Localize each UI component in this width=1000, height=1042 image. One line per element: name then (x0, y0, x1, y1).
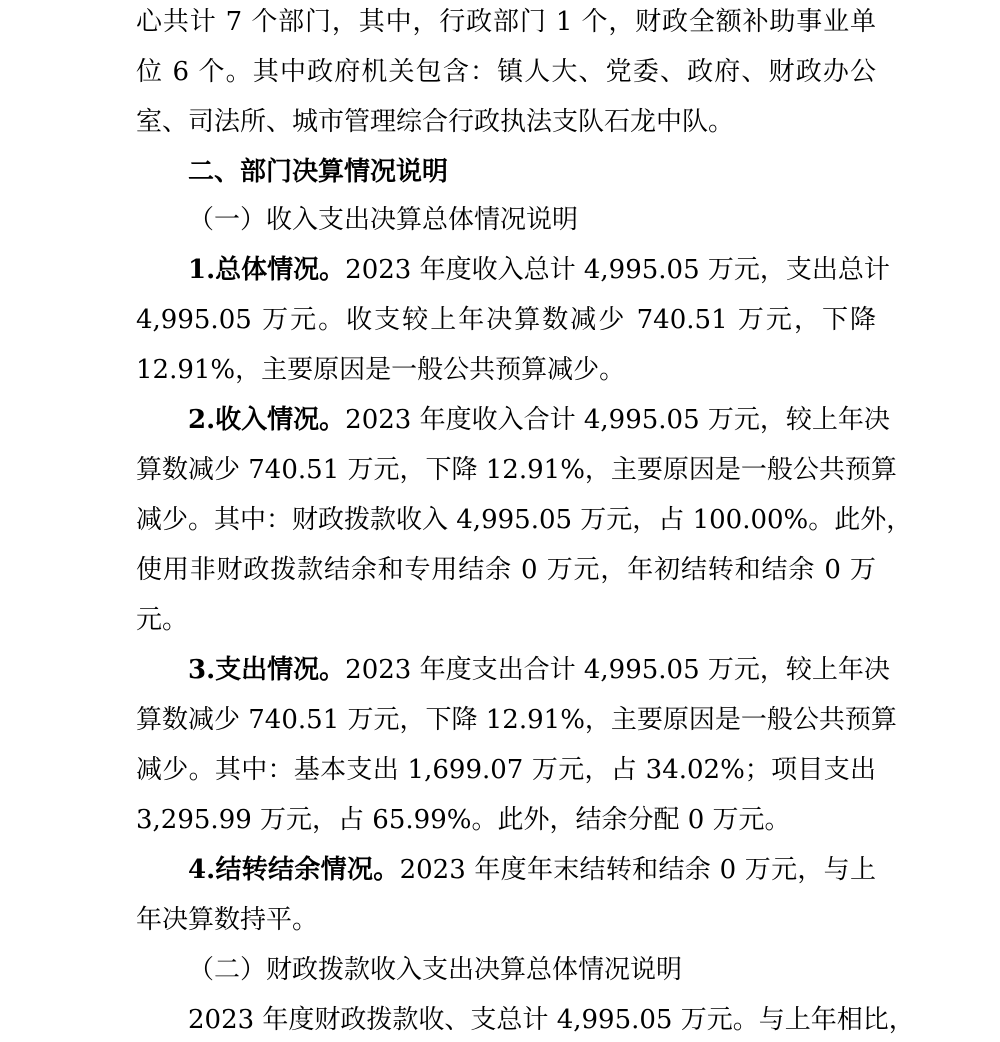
subsection-heading-2: （二）财政拨款收入支出决算总体情况说明 (188, 955, 683, 985)
paragraph-3-line-2: 算数减少 740.51 万元，下降 12.91%，主要原因是一般公共预算 (136, 705, 897, 735)
paragraph-label: 4.结转结余情况。 (188, 855, 400, 885)
paragraph-text: 2023 年度收入总计 4,995.05 万元，支出总计 (345, 255, 890, 285)
paragraph-2-line-2: 算数减少 740.51 万元，下降 12.91%，主要原因是一般公共预算 (136, 455, 897, 485)
paragraph-3-line-4: 3,295.99 万元，占 65.99%。此外，结余分配 0 万元。 (136, 805, 791, 835)
paragraph-text: 2023 年度支出合计 4,995.05 万元，较上年决 (345, 655, 890, 685)
intro-line-3: 室、司法所、城市管理综合行政执法支队石龙中队。 (136, 107, 735, 137)
section-heading: 二、部门决算情况说明 (188, 157, 449, 187)
paragraph-1-line-2: 4,995.05 万元。收支较上年决算数减少 740.51 万元，下降 (136, 305, 876, 335)
paragraph-text: 2023 年度收入合计 4,995.05 万元，较上年决 (345, 405, 890, 435)
paragraph-2-line-4: 使用非财政拨款结余和专用结余 0 万元，年初结转和结余 0 万 (136, 555, 876, 585)
paragraph-2-line-5: 元。 (136, 605, 189, 635)
paragraph-2-line-3: 减少。其中：财政拨款收入 4,995.05 万元，占 100.00%。此外， (136, 505, 913, 535)
intro-line-2: 位 6 个。其中政府机关包含：镇人大、党委、政府、财政办公 (136, 57, 876, 87)
paragraph-text: 2023 年度年末结转和结余 0 万元，与上 (399, 855, 876, 885)
paragraph-1-line-1 (188, 250, 890, 290)
paragraph-4-line-1 (188, 850, 876, 890)
paragraph-3-line-1 (188, 650, 890, 690)
paragraph-5-line-1: 2023 年度财政拨款收、支总计 4,995.05 万元。与上年相比， (188, 1005, 915, 1035)
subsection-heading: （一）收入支出决算总体情况说明 (188, 205, 579, 235)
paragraph-label: 3.支出情况。 (188, 655, 346, 685)
paragraph-label: 2.收入情况。 (188, 405, 346, 435)
paragraph-3-line-3: 减少。其中：基本支出 1,699.07 万元，占 34.02%；项目支出 (136, 755, 876, 785)
paragraph-2-line-1 (188, 400, 890, 440)
paragraph-label: 1.总体情况。 (188, 255, 346, 285)
paragraph-4-line-2: 年决算数持平。 (136, 905, 319, 935)
paragraph-1-line-3: 12.91%，主要原因是一般公共预算减少。 (136, 355, 626, 385)
intro-line-1: 心共计 7 个部门，其中，行政部门 1 个，财政全额补助事业单 (136, 7, 876, 37)
